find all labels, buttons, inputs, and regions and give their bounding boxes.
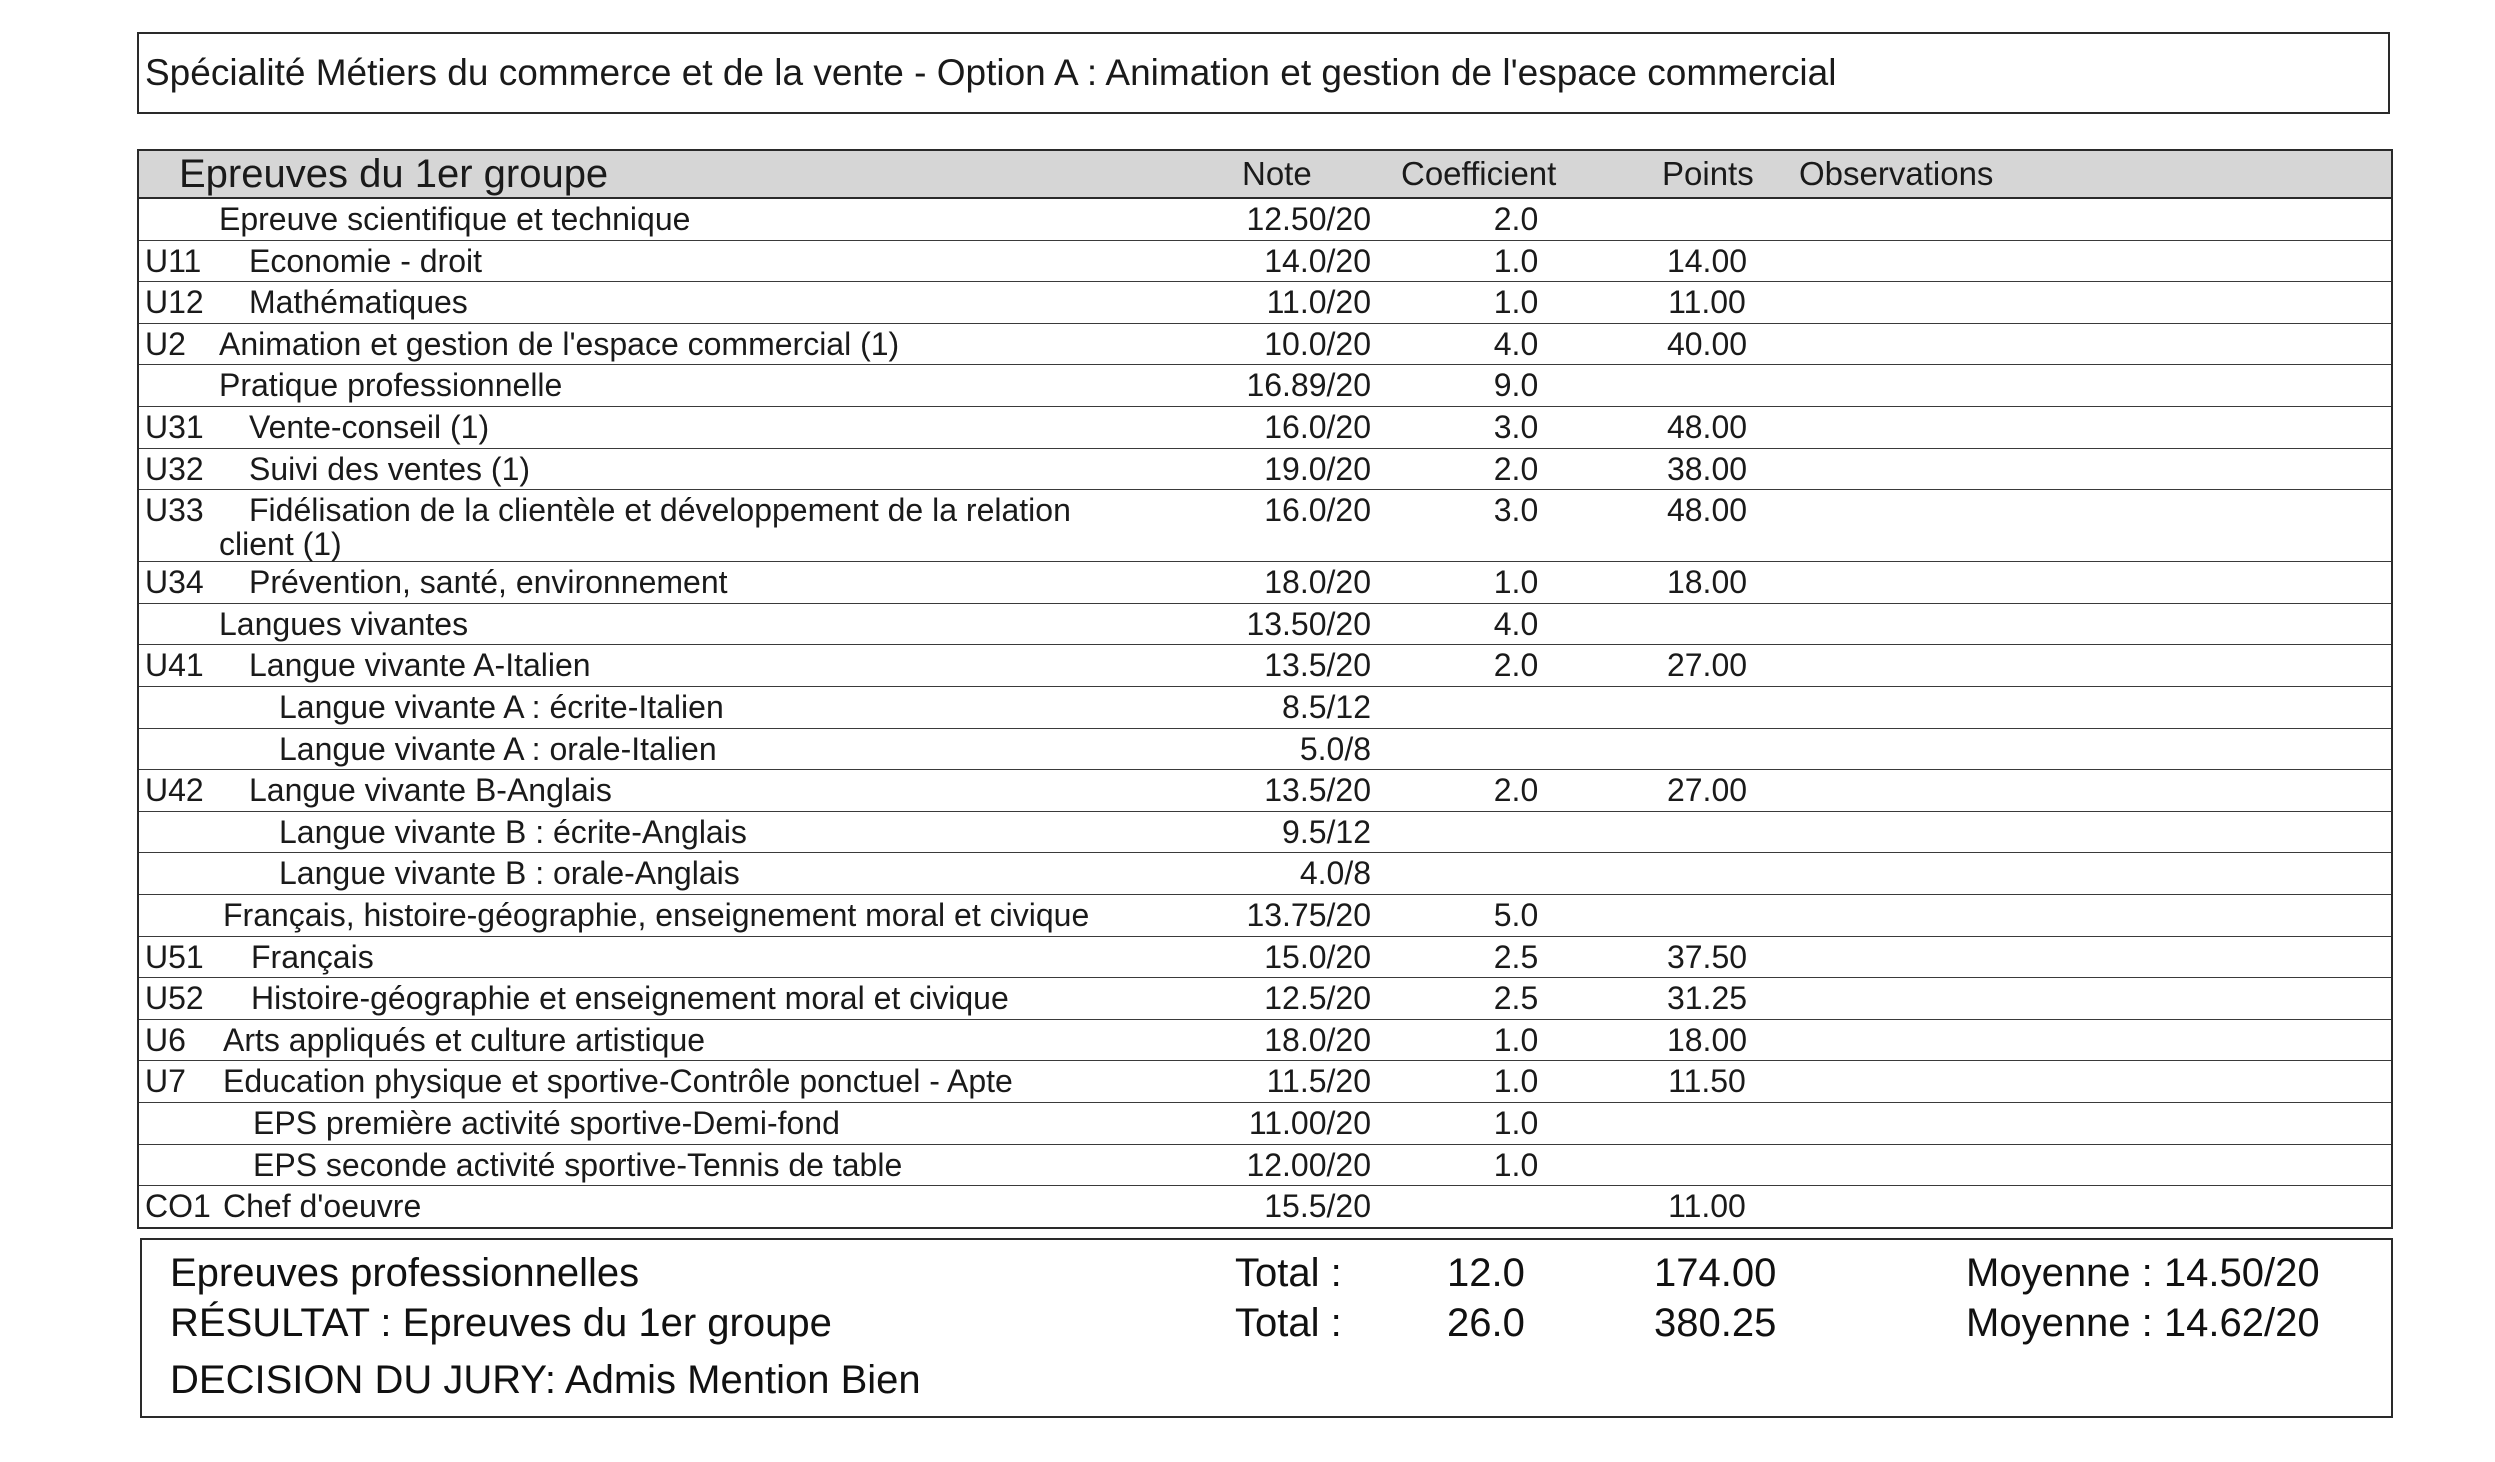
professional-coef: 12.0 <box>1447 1251 1525 1295</box>
row-code: U42 <box>145 772 204 809</box>
row-note: 4.0/8 <box>1299 855 1371 892</box>
table-row <box>139 407 2391 449</box>
row-points: 37.50 <box>1666 938 1748 975</box>
row-code: U12 <box>145 284 204 321</box>
row-code: U31 <box>145 409 204 445</box>
row-coefficient: 9.0 <box>1493 367 1539 404</box>
table-row <box>139 687 2391 729</box>
row-label: Vente-conseil (1) <box>249 409 490 445</box>
table-row <box>139 853 2391 895</box>
table-row <box>139 241 2391 283</box>
row-points: 18.00 <box>1666 564 1748 601</box>
row-label: Economie - droit <box>249 242 482 279</box>
row-code: CO1 <box>145 1188 211 1225</box>
row-coefficient: 1.0 <box>1493 1063 1539 1100</box>
row-coefficient: 3.0 <box>1493 492 1539 529</box>
row-note: 13.5/20 <box>1264 772 1371 809</box>
results-box <box>140 1238 2393 1418</box>
row-note: 11.0/20 <box>1266 284 1371 321</box>
row-note: 13.50/20 <box>1246 605 1371 642</box>
row-coefficient: 1.0 <box>1493 564 1539 601</box>
table-row <box>139 812 2391 854</box>
header-points: Points <box>1662 155 1754 192</box>
row-note: 13.75/20 <box>1246 897 1371 933</box>
row-coefficient: 1.0 <box>1493 242 1539 279</box>
row-code: U32 <box>145 450 204 487</box>
row-code: U34 <box>145 564 204 601</box>
row-coefficient: 2.5 <box>1493 980 1539 1017</box>
row-label: EPS seconde activité sportive-Tennis de table <box>253 1146 903 1183</box>
row-note: 15.0/20 <box>1264 938 1371 975</box>
row-note: 12.50/20 <box>1246 201 1371 237</box>
specialty-title: Spécialité Métiers du commerce et de la vente - Option A : Animation et gestion de l'espace commercial <box>137 32 2390 114</box>
row-code: U41 <box>145 647 204 684</box>
row-points: 38.00 <box>1666 450 1748 487</box>
row-points: 11.00 <box>1668 1188 1746 1225</box>
row-coefficient: 4.0 <box>1493 605 1539 642</box>
row-points: 27.00 <box>1666 772 1748 809</box>
row-coefficient: 2.5 <box>1493 938 1539 975</box>
header-observations: Observations <box>1799 155 1994 192</box>
row-label: Langues vivantes <box>219 605 469 642</box>
row-label-continuation: client (1) <box>219 526 342 563</box>
table-row <box>139 1020 2391 1062</box>
row-points: 40.00 <box>1666 325 1748 362</box>
row-points: 11.50 <box>1668 1063 1746 1100</box>
row-note: 18.0/20 <box>1264 564 1371 601</box>
row-note: 16.0/20 <box>1264 492 1371 529</box>
table-header <box>139 151 2391 199</box>
row-note: 11.5/20 <box>1266 1063 1371 1100</box>
table-row <box>139 449 2391 491</box>
table-row <box>139 199 2391 241</box>
row-points: 27.00 <box>1666 647 1748 684</box>
row-note: 16.89/20 <box>1246 367 1371 404</box>
row-label: Langue vivante A : écrite-Italien <box>279 689 724 725</box>
row-points: 11.00 <box>1668 284 1746 321</box>
table-row <box>139 490 2391 562</box>
row-label: Mathématiques <box>249 284 468 321</box>
row-points: 31.25 <box>1666 980 1748 1017</box>
grades-table <box>137 149 2393 1229</box>
row-points: 48.00 <box>1666 492 1748 529</box>
row-label: Suivi des ventes (1) <box>249 450 531 487</box>
row-code: U6 <box>145 1021 186 1058</box>
row-coefficient: 2.0 <box>1493 647 1539 684</box>
result-average: Moyenne : 14.62/20 <box>1966 1301 2320 1345</box>
row-points: 18.00 <box>1666 1021 1748 1058</box>
row-points: 14.00 <box>1666 242 1748 279</box>
row-label: Langue vivante A : orale-Italien <box>279 730 717 767</box>
row-note: 15.5/20 <box>1264 1188 1371 1225</box>
row-note: 11.00/20 <box>1248 1105 1371 1141</box>
row-coefficient: 1.0 <box>1493 284 1539 321</box>
header-note: Note <box>1242 155 1312 192</box>
row-coefficient: 1.0 <box>1493 1105 1539 1141</box>
row-label: Animation et gestion de l'espace commercial (1) <box>219 325 900 362</box>
table-row <box>139 562 2391 604</box>
table-row <box>139 1103 2391 1145</box>
row-code: U7 <box>145 1063 186 1100</box>
row-label: Epreuve scientifique et technique <box>219 201 691 237</box>
table-row <box>139 1061 2391 1103</box>
result-points: 380.25 <box>1654 1301 1777 1345</box>
table-row <box>139 282 2391 324</box>
row-label: Français, histoire-géographie, enseignement moral et civique <box>223 897 1090 933</box>
row-label: Langue vivante B-Anglais <box>249 772 612 809</box>
table-row <box>139 1186 2391 1228</box>
row-note: 9.5/12 <box>1282 813 1371 850</box>
row-note: 14.0/20 <box>1264 242 1371 279</box>
row-coefficient: 1.0 <box>1493 1021 1539 1058</box>
professional-label: Epreuves professionnelles <box>170 1251 640 1295</box>
row-code: U2 <box>145 325 186 362</box>
row-code: U11 <box>145 242 202 279</box>
row-label: Chef d'oeuvre <box>223 1188 422 1225</box>
row-label: Prévention, santé, environnement <box>249 564 728 601</box>
header-title: Epreuves du 1er groupe <box>179 152 609 196</box>
row-note: 12.5/20 <box>1264 980 1371 1017</box>
row-note: 18.0/20 <box>1264 1021 1371 1058</box>
row-note: 8.5/12 <box>1282 689 1371 725</box>
table-row <box>139 365 2391 407</box>
row-code: U33 <box>145 492 204 529</box>
table-row <box>139 895 2391 937</box>
table-row <box>139 604 2391 646</box>
row-label: Arts appliqués et culture artistique <box>223 1021 706 1058</box>
table-row <box>139 978 2391 1020</box>
row-label: Education physique et sportive-Contrôle ponctuel - Apte <box>223 1063 1013 1100</box>
row-label: Français <box>251 938 374 975</box>
result-total-label: Total : <box>1235 1301 1342 1345</box>
professional-average: Moyenne : 14.50/20 <box>1966 1251 2320 1295</box>
result-label: RÉSULTAT : Epreuves du 1er groupe <box>170 1301 832 1345</box>
row-coefficient: 1.0 <box>1493 1146 1539 1183</box>
row-code: U51 <box>145 938 204 975</box>
row-coefficient: 4.0 <box>1493 325 1539 362</box>
row-note: 16.0/20 <box>1264 409 1371 445</box>
row-label: Langue vivante B : orale-Anglais <box>279 855 740 892</box>
row-coefficient: 2.0 <box>1493 772 1539 809</box>
row-coefficient: 5.0 <box>1493 897 1539 933</box>
row-label: Langue vivante A-Italien <box>249 647 591 684</box>
row-coefficient: 3.0 <box>1493 409 1539 445</box>
table-row <box>139 645 2391 687</box>
table-row <box>139 1145 2391 1187</box>
professional-total-label: Total : <box>1235 1251 1342 1295</box>
row-code: U52 <box>145 980 204 1017</box>
row-coefficient: 2.0 <box>1493 450 1539 487</box>
row-label: EPS première activité sportive-Demi-fond <box>253 1105 840 1141</box>
row-label: Fidélisation de la clientèle et développement de la relation <box>249 492 1071 529</box>
jury-decision: DECISION DU JURY: Admis Mention Bien <box>170 1358 921 1402</box>
result-coef: 26.0 <box>1447 1301 1525 1345</box>
row-note: 13.5/20 <box>1264 647 1371 684</box>
row-label: Langue vivante B : écrite-Anglais <box>279 813 747 850</box>
row-points: 48.00 <box>1666 409 1748 445</box>
row-label: Pratique professionnelle <box>219 367 563 404</box>
row-note: 5.0/8 <box>1299 730 1371 767</box>
row-label: Histoire-géographie et enseignement moral et civique <box>251 980 1009 1017</box>
row-note: 10.0/20 <box>1264 325 1371 362</box>
table-row <box>139 937 2391 979</box>
row-coefficient: 2.0 <box>1493 201 1539 237</box>
row-note: 19.0/20 <box>1264 450 1371 487</box>
row-note: 12.00/20 <box>1246 1146 1371 1183</box>
header-coefficient: Coefficient <box>1401 155 1557 192</box>
table-row <box>139 770 2391 812</box>
professional-points: 174.00 <box>1654 1251 1777 1295</box>
table-row <box>139 324 2391 366</box>
table-row <box>139 729 2391 771</box>
